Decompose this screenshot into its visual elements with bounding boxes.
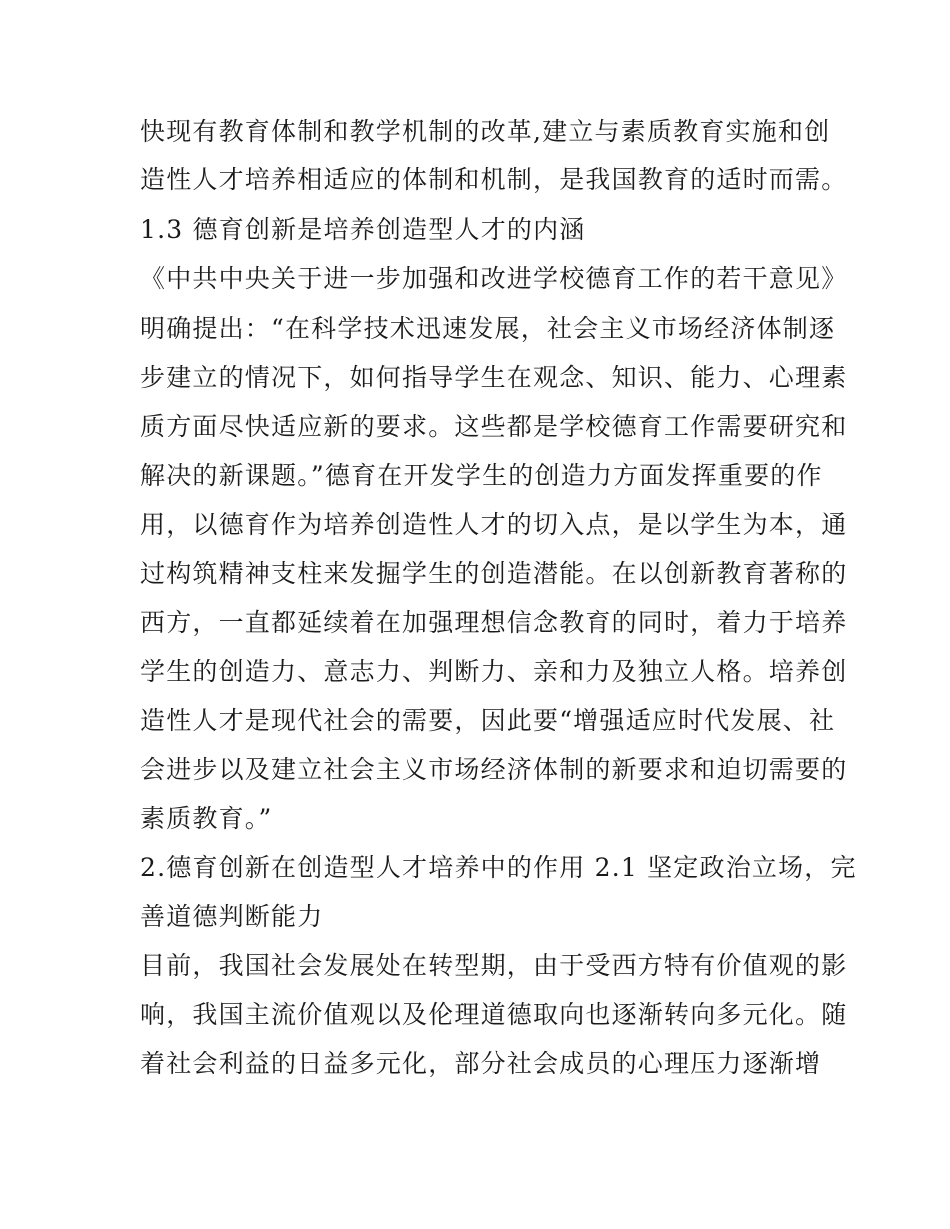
text-line: 质方面尽快适应新的要求。这些都是学校德育工作需要研究和: [140, 412, 848, 441]
text-line: 造性人才培养相适应的体制和机制，是我国教育的适时而需。: [140, 165, 848, 194]
text-line: 目前，我国社会发展处在转型期，由于受西方特有价值观的影: [140, 951, 848, 980]
section-heading: 2.德育创新在创造型人才培养中的作用 2.1 坚定政治立场，完: [140, 853, 857, 882]
section-heading: 1.3 德育创新是培养创造型人才的内涵: [140, 215, 586, 244]
text-line: 西方，一直都延续着在加强理想信念教育的同时，着力于培养: [140, 608, 848, 637]
text-line: 响，我国主流价值观以及伦理道德取向也逐渐转向多元化。随: [140, 1000, 848, 1029]
section-heading: 善道德判断能力: [140, 902, 324, 931]
text-line: 着社会利益的日益多元化，部分社会成员的心理压力逐渐增: [140, 1049, 822, 1078]
text-line: 造性人才是现代社会的需要，因此要“增强适应时代发展、社: [140, 706, 836, 735]
text-line: 解决的新课题。”德育在开发学生的创造力方面发挥重要的作: [140, 461, 823, 490]
text-line: 学生的创造力、意志力、判断力、亲和力及独立人格。培养创: [140, 657, 848, 686]
text-line: 明确提出：“在科学技术迅速发展，社会主义市场经济体制逐: [140, 314, 836, 343]
text-line: 过构筑精神支柱来发掘学生的创造潜能。在以创新教育著称的: [140, 559, 848, 588]
text-line: 素质教育。”: [140, 804, 273, 833]
text-line: 会进步以及建立社会主义市场经济体制的新要求和迫切需要的: [140, 755, 848, 784]
text-line: 用，以德育作为培养创造性人才的切入点，是以学生为本，通: [140, 510, 848, 539]
text-line: 《中共中央关于进一步加强和改进学校德育工作的若干意见》: [140, 264, 848, 293]
text-line: 快现有教育体制和教学机制的改革,建立与素质教育实施和创: [140, 117, 831, 146]
text-line: 步建立的情况下，如何指导学生在观念、知识、能力、心理素: [140, 363, 848, 392]
